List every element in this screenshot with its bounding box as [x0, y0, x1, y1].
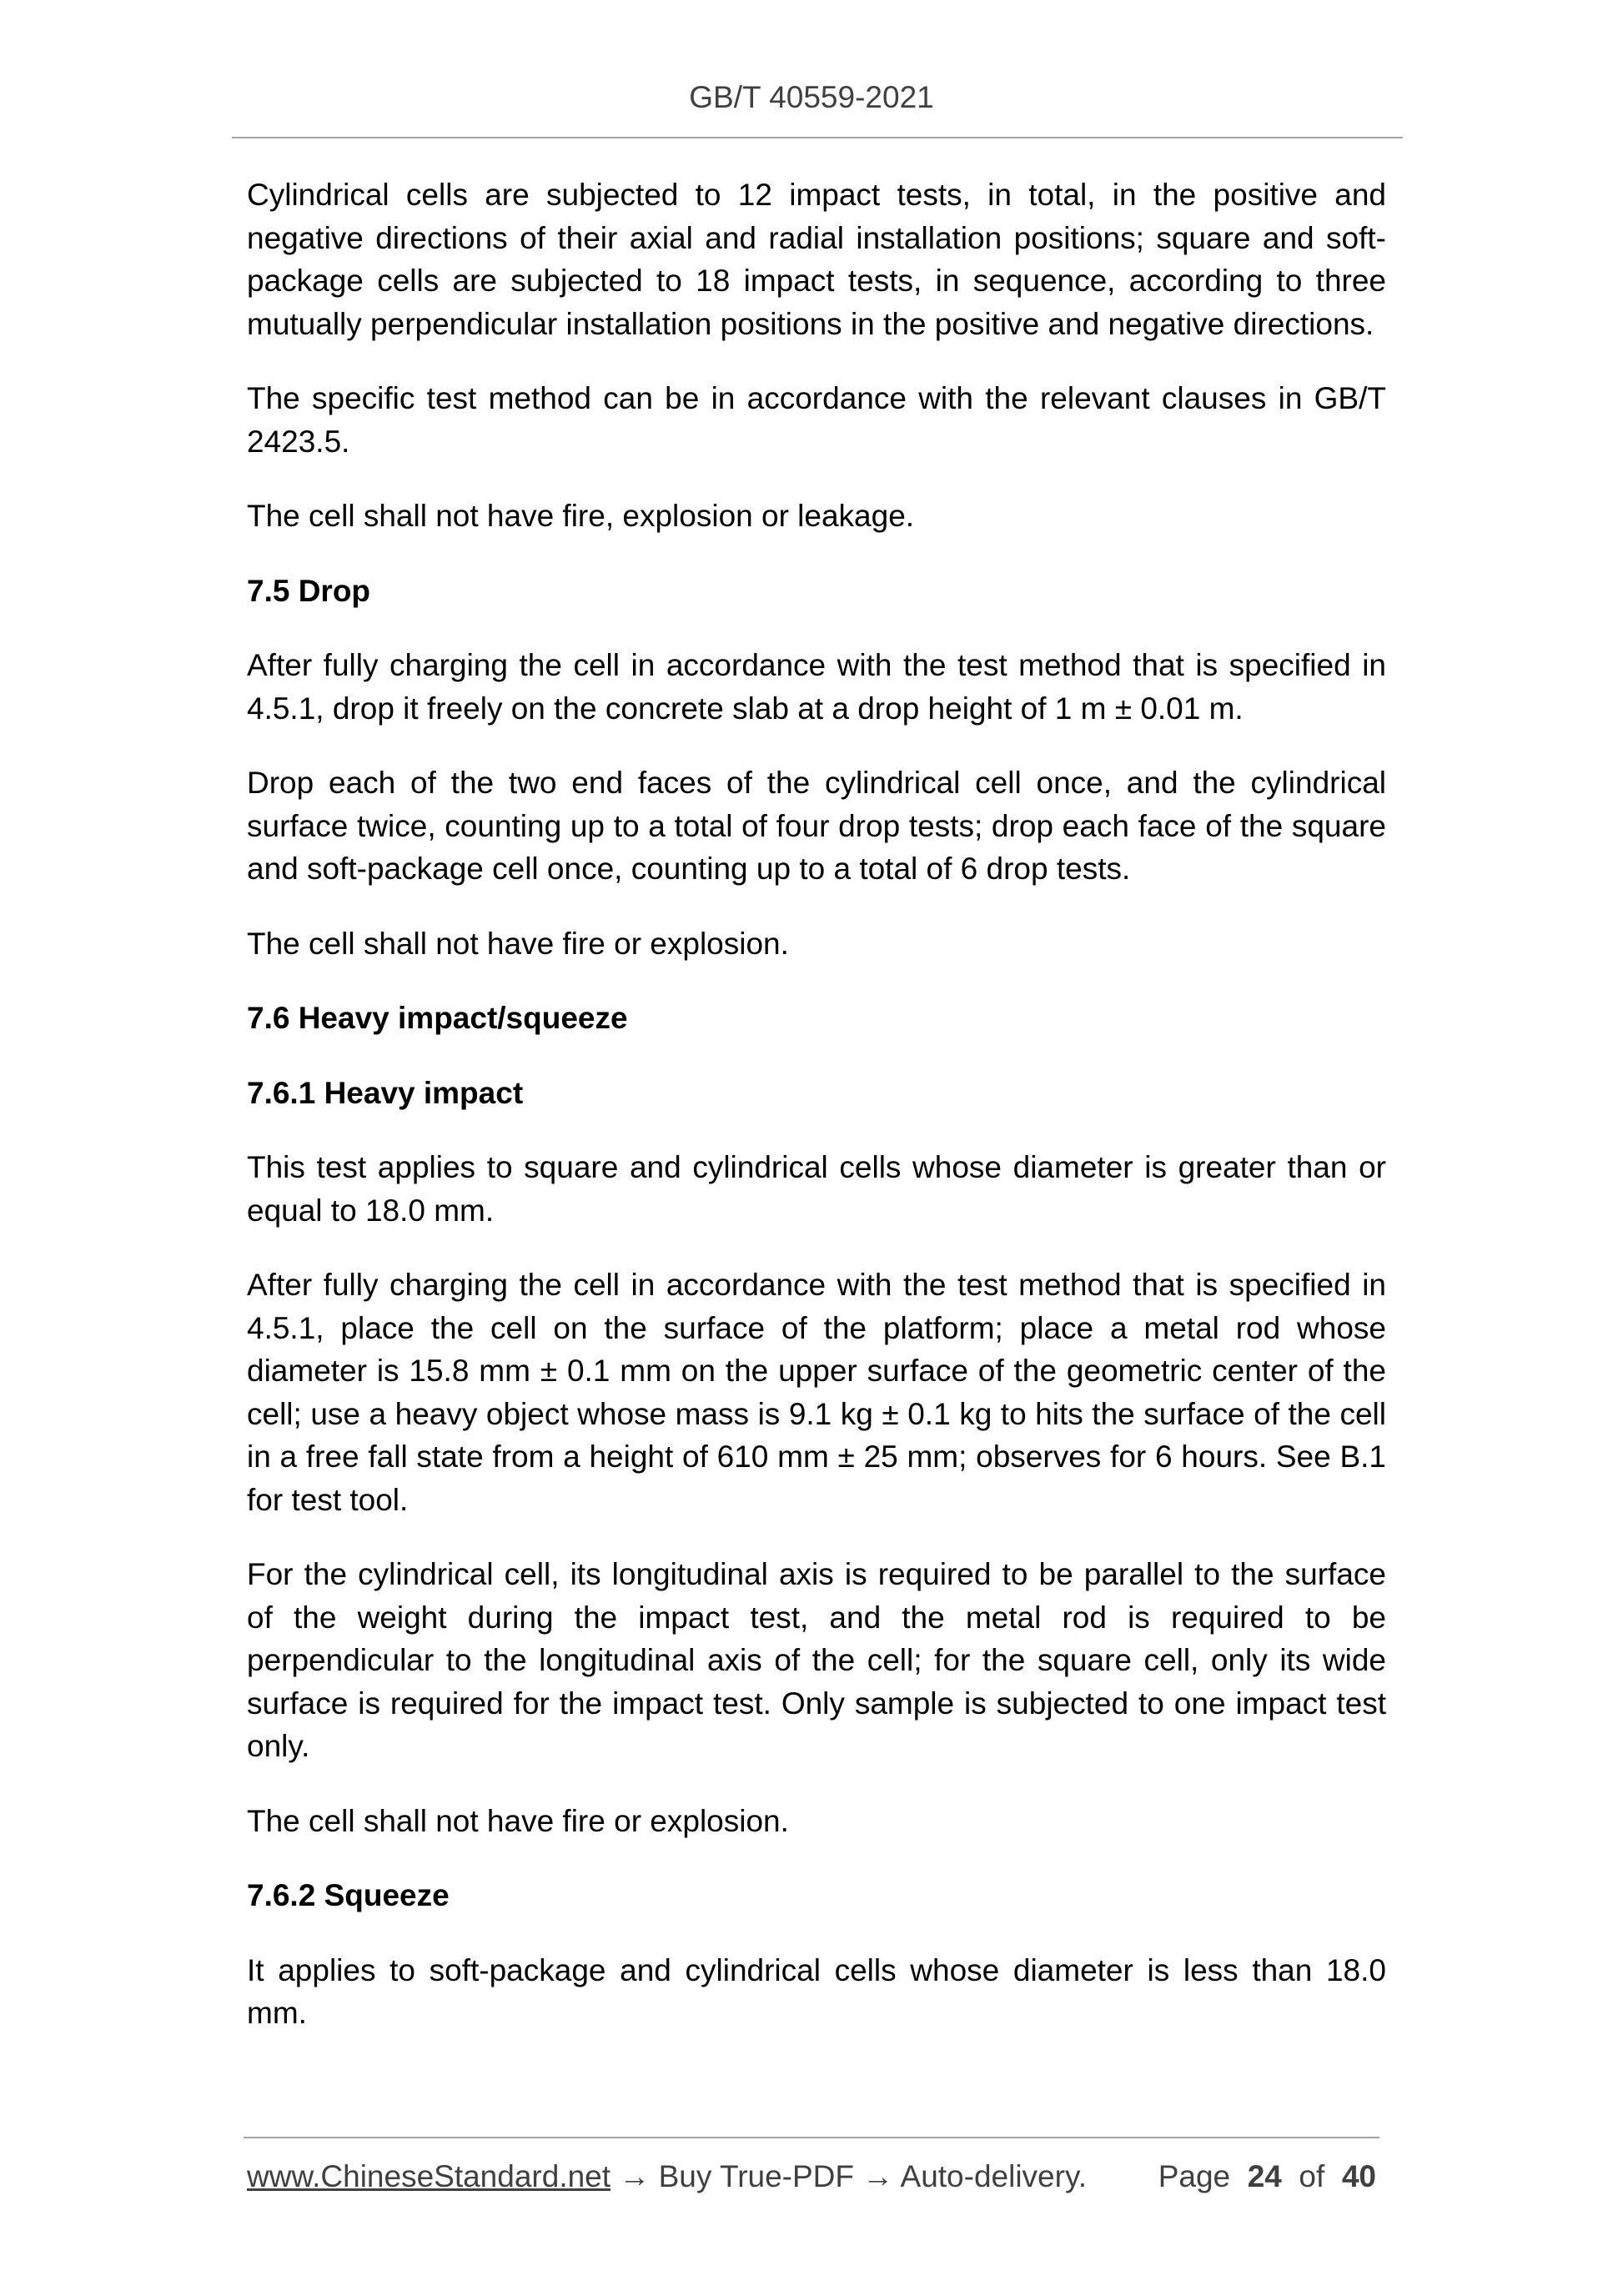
paragraph-squeeze-scope: It applies to soft-package and cylindrical cells whose diameter is less than 18.0 mm. [247, 1952, 1386, 2030]
header-divider [232, 137, 1403, 138]
paragraph-heavy-impact-orientation: For the cylindrical cell, its longitudinal axis is required to be parallel to the surface of the weight during the impact test, and the metal rod is required to be perpendicular to the longitudinal axis of the cell; for the square cell, only its wide surface is required for the impact test. Only sample is subjected to one impact test only. [247, 1557, 1386, 1763]
footer-promo-text: → Buy True-PDF → Auto-delivery. [611, 2159, 1087, 2193]
footer-divider [244, 2137, 1379, 2138]
of-word: of [1299, 2159, 1325, 2193]
paragraph-impact-tests: Cylindrical cells are subjected to 12 impact tests, in total, in the positive and negative directions of their axial and radial installation positions; square and soft-package cells are subjected to 18 impact tests, in sequence, according to three mutually perpendicular installation positions in the positive and negative directions. [247, 178, 1386, 341]
page-word: Page [1158, 2159, 1231, 2193]
subsection-heading-heavy-impact: 7.6.1 Heavy impact [247, 1075, 524, 1110]
document-body [247, 173, 1386, 2067]
section-heading-drop: 7.5 Drop [247, 573, 371, 608]
paragraph-heavy-impact-scope: This test applies to square and cylindrical cells whose diameter is greater than or equal to 18.0 mm. [247, 1150, 1386, 1228]
paragraph-heavy-impact-procedure: After fully charging the cell in accordance with the test method that is specified in 4.5.1, place the cell on the surface of the platform; place a metal rod whose diameter is 15.8 mm ± 0.1 mm on the upper surface of the geometric center of the cell; use a heavy object whose mass is 9.1 kg ± 0.1 kg to hits the surface of the cell in a free fall state from a height of 610 mm ± 25 mm; observes for 6 hours. See B.1 for test tool. [247, 1268, 1386, 1517]
page-indicator [1158, 2157, 1376, 2197]
document-code-header: GB/T 40559-2021 [689, 80, 934, 114]
paragraph-drop-faces: Drop each of the two end faces of the cylindrical cell once, and the cylindrical surface twice, counting up to a total of four drop tests; drop each face of the square and soft-package cell once, counting up to a total of 6 drop tests. [247, 766, 1386, 886]
total-page-count: 40 [1341, 2159, 1376, 2193]
paragraph-drop-requirement: The cell shall not have fire or explosion. [247, 926, 789, 961]
website-link[interactable]: www.ChineseStandard.net [247, 2159, 611, 2193]
subsection-heading-squeeze: 7.6.2 Squeeze [247, 1878, 450, 1912]
paragraph-test-method-reference: The specific test method can be in accordance with the relevant clauses in GB/T 2423.5. [247, 381, 1386, 459]
section-heading-heavy-impact-squeeze: 7.6 Heavy impact/squeeze [247, 1001, 628, 1035]
footer-promo [247, 2157, 1087, 2197]
current-page-number: 24 [1247, 2159, 1282, 2193]
paragraph-drop-procedure: After fully charging the cell in accordance with the test method that is specified in 4.5.1, drop it freely on the concrete slab at a drop height of 1 m ± 0.01 m. [247, 648, 1386, 726]
paragraph-impact-requirement: The cell shall not have fire, explosion or leakage. [247, 499, 915, 533]
paragraph-heavy-impact-requirement: The cell shall not have fire or explosion. [247, 1803, 789, 1838]
